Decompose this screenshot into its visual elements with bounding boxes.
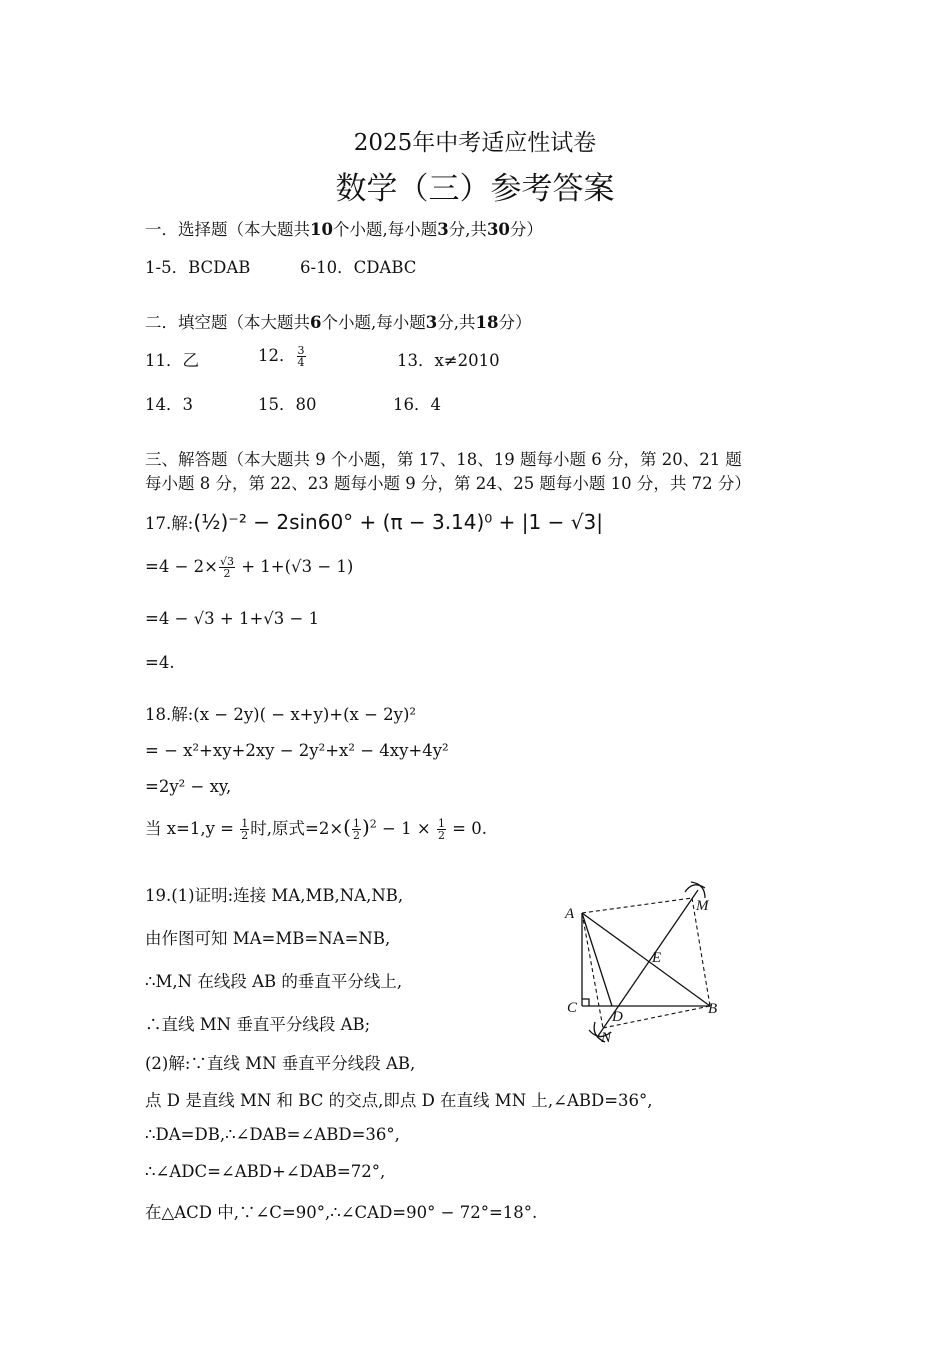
q19-line4: ∴直线 MN 垂直平分线段 AB;: [145, 1015, 371, 1034]
label-C: C: [567, 1000, 578, 1016]
label-N: N: [601, 1030, 612, 1046]
segment-MA: [582, 898, 692, 913]
section1-heading: 一．选择题（本大题共10个小题,每小题3分,共30分）: [145, 220, 543, 239]
q19-line6: 点 D 是直线 MN 和 BC 的交点,即点 D 在直线 MN 上,∠ABD=36°,: [145, 1091, 653, 1110]
q17-step1: =4 − 2× $\frac{√3}{2}$ + 1+(√3 − 1): [145, 555, 354, 580]
q19-line5: (2)解:∵直线 MN 垂直平分线段 AB,: [145, 1054, 416, 1073]
label-A: A: [565, 906, 575, 922]
q18-line1: 18.解:(x − 2y)( − x+y)+(x − 2y)²: [145, 705, 417, 724]
label-E: E: [652, 950, 662, 966]
q19-line9: 在△ACD 中,∵∠C=90°,∴∠CAD=90° − 72°=18°.: [145, 1203, 538, 1222]
answer-13: 13．x≠2010: [397, 351, 500, 370]
paper-subtitle: 数学（三）参考答案: [335, 171, 615, 207]
q18-line2: = − x²+xy+2xy − 2y²+x² − 4xy+4y²: [145, 741, 449, 760]
geometry-figure: [555, 878, 740, 1048]
segment-AD: [582, 913, 612, 1006]
q19-line1: 19.(1)证明:连接 MA,MB,NA,NB,: [145, 886, 404, 905]
answer-11: 11．乙: [145, 351, 199, 370]
answer-16: 16．4: [393, 395, 441, 414]
section3-heading-line1: 三、解答题（本大题共 9 个小题，第 17、18、19 题每小题 6 分，第 20、21 题: [145, 450, 742, 469]
label-B: B: [708, 1001, 718, 1017]
answer-15: 15．80: [258, 395, 317, 414]
answer-6-10: 6-10．CDABC: [300, 258, 417, 277]
segment-NA: [582, 913, 603, 1028]
section2-heading: 二．填空题（本大题共6个小题,每小题3分,共18分）: [145, 313, 532, 332]
q17-step3: =4.: [145, 653, 175, 672]
q19-line3: ∴M,N 在线段 AB 的垂直平分线上,: [145, 972, 403, 991]
q17-step2: =4 − √3 + 1+√3 − 1: [145, 609, 320, 628]
answer-14: 14．3: [145, 395, 193, 414]
section3-heading-line2: 每小题 8 分，第 22、23 题每小题 9 分，第 24、25 题每小题 10 分，共 72 分）: [145, 474, 751, 493]
answer-1-5: 1-5．BCDAB: [145, 258, 251, 277]
paper-title: 2025年中考适应性试卷: [353, 130, 597, 156]
q17-problem: 17.解:(½)⁻² − 2sin60° + (π − 3.14)⁰ + |1 − √3|: [145, 510, 603, 534]
q19-line8: ∴∠ADC=∠ABD+∠DAB=72°,: [145, 1162, 386, 1181]
q19-line2: 由作图可知 MA=MB=NA=NB,: [145, 929, 391, 948]
label-M: M: [696, 898, 709, 914]
right-angle-marker: [582, 999, 589, 1006]
answer-12: 12． $\frac{3}{4}$: [258, 344, 305, 369]
label-D: D: [612, 1009, 623, 1025]
segment-AB: [582, 913, 710, 1006]
q19-line7: ∴DA=DB,∴∠DAB=∠ABD=36°,: [145, 1125, 400, 1144]
segment-MB: [692, 898, 710, 1006]
q18-line4: 当 x=1,y = $\frac{1}{2}$ 时,原式=2×( $\frac{1}{2}$ )$^2$ − 1 × $\frac{1}{2}$ = 0.: [145, 815, 487, 842]
q18-line3: =2y² − xy,: [145, 777, 232, 796]
